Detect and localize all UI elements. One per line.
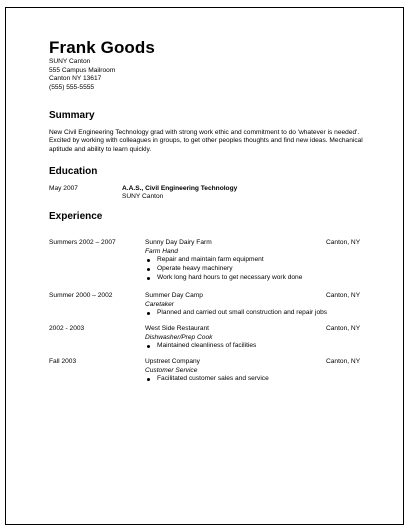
job-dates: 2002 - 2003	[49, 325, 85, 332]
job-title: Customer Service	[145, 366, 198, 374]
job-organization: Summer Day Camp	[145, 292, 203, 299]
contact-line: (555) 555-5555	[49, 83, 95, 91]
education-detail	[122, 185, 237, 202]
job-duties	[145, 256, 302, 282]
education-school: SUNY Canton	[122, 193, 164, 201]
contact-line: 555 Campus Mailroom	[49, 66, 116, 74]
contact-block	[49, 58, 115, 92]
job-location: Canton, NY	[326, 325, 361, 332]
job-dates: Summer 2000 – 2002	[49, 292, 113, 299]
job-organization: Sunny Day Dairy Farm	[145, 239, 212, 246]
education-degree: A.A.S., Civil Engineering Technology	[122, 185, 238, 192]
contact-line: SUNY Canton	[49, 58, 91, 65]
job-location: Canton, NY	[326, 358, 361, 365]
job-location: Canton, NY	[326, 292, 361, 299]
job-organization: West Side Restaurant	[145, 325, 210, 332]
duty-item: Work long hard hours to get necessary work done	[145, 274, 302, 283]
job-organization: Upstreet Company	[145, 358, 200, 365]
duty-item: Operate heavy machinery	[145, 265, 302, 274]
duty-item: Maintained cleanliness of facilities	[145, 342, 256, 351]
job-duties	[145, 309, 327, 318]
summary-heading: Summary	[49, 110, 95, 121]
summary-text: New Civil Engineering Technology grad with strong work ethic and commitment to do 'whatever is needed'. Excited by working with colleagues in groups, to get other peoples thoughts and find new ideas. Mechanical aptitude and ability to learn quickly.	[49, 129, 363, 153]
resume-page	[5, 7, 404, 525]
duty-item: Repair and maintain farm equipment	[145, 256, 302, 265]
job-duties	[145, 342, 256, 351]
contact-line: Canton NY 13617	[49, 75, 102, 83]
job-location: Canton, NY	[326, 239, 361, 246]
job-duties	[145, 375, 269, 384]
candidate-name: Frank Goods	[49, 38, 155, 57]
job-title: Dishwasher/Prep Cook	[145, 333, 213, 341]
job-dates: Fall 2003	[49, 358, 77, 365]
education-date: May 2007	[49, 185, 78, 192]
duty-item: Planned and carried out small construction and repair jobs	[145, 309, 327, 318]
education-heading: Education	[49, 166, 98, 177]
job-dates: Summers 2002 – 2007	[49, 239, 116, 246]
experience-heading: Experience	[49, 211, 103, 222]
job-title: Farm Hand	[145, 247, 178, 255]
job-title: Caretaker	[145, 300, 174, 308]
duty-item: Facilitated customer sales and service	[145, 375, 269, 384]
